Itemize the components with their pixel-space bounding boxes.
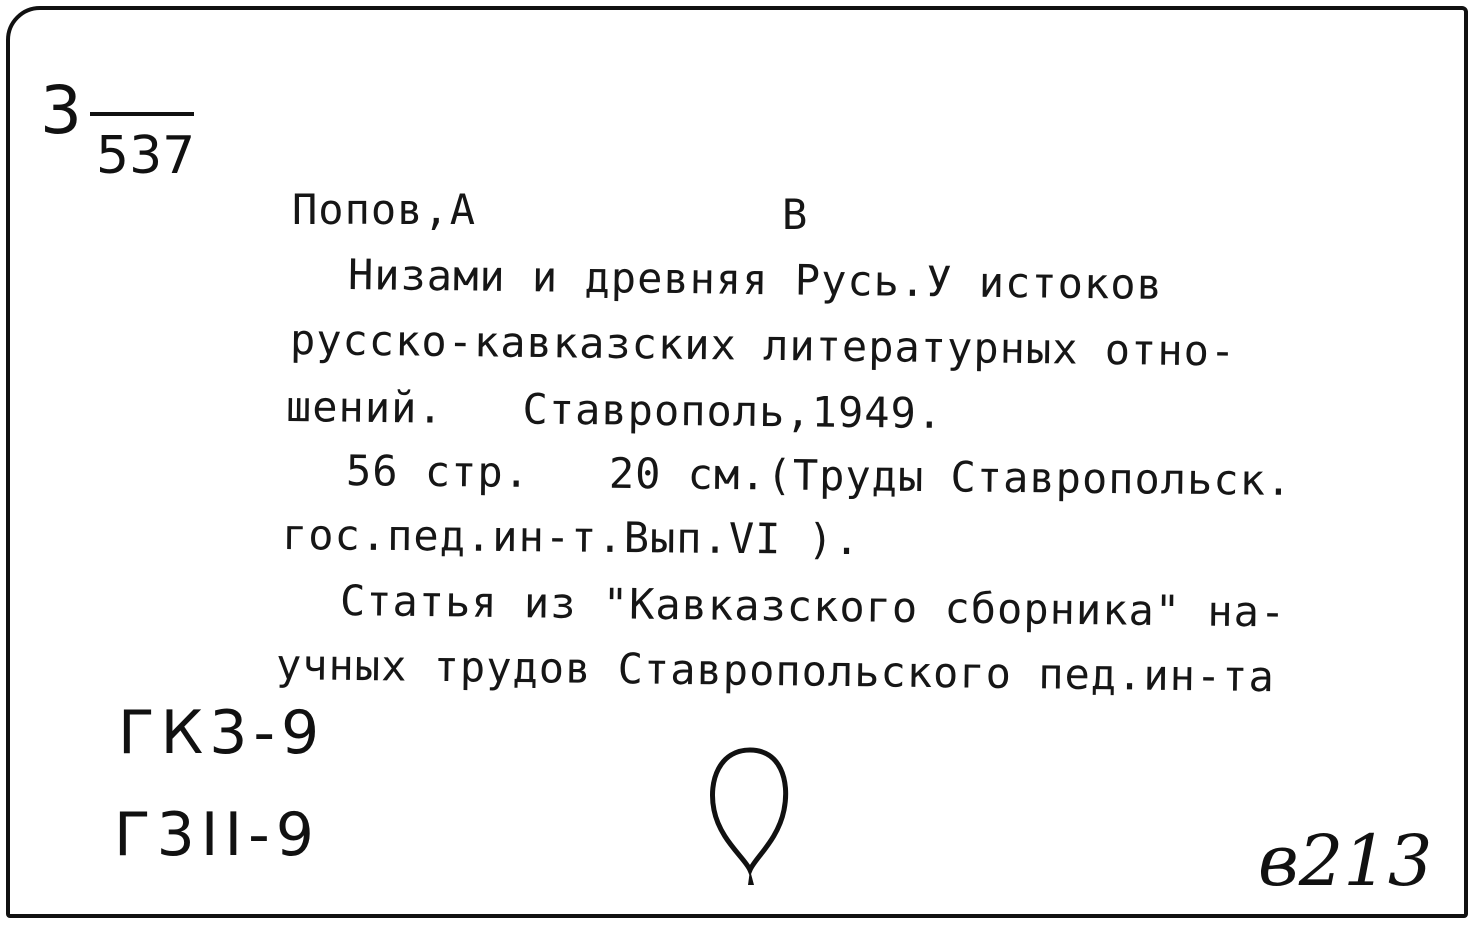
description-line: шений. Ставрополь,1949. — [285, 382, 944, 438]
catalog-card — [6, 6, 1468, 918]
description-line: 56 стр. 20 см.(Труды Ставропольск. — [345, 446, 1293, 505]
shelf-cutter-number: 537 — [96, 126, 196, 186]
description-line: учных трудов Ставропольского пед.ин-та — [275, 640, 1276, 702]
classification-code: ГК3-9 — [118, 698, 326, 768]
shelf-class-number: 3 — [40, 72, 82, 149]
inventory-number: в213 — [1258, 820, 1433, 902]
author-heading: Попов,А — [292, 185, 477, 234]
classification-code: Г3ІІ-9 — [114, 800, 320, 870]
description-line: Статья из "Кавказского сборника" на- — [339, 576, 1287, 637]
shelf-mark-divider — [90, 112, 194, 116]
author-mark: В — [782, 190, 809, 239]
description-line: Низами и древняя Русь.У истоков — [347, 250, 1164, 309]
description-line: русско-кавказских литературных отно- — [289, 315, 1237, 376]
description-line: гос.пед.ин-т.Вып.VI ). — [281, 510, 861, 565]
balloon-stamp-icon — [700, 740, 810, 890]
